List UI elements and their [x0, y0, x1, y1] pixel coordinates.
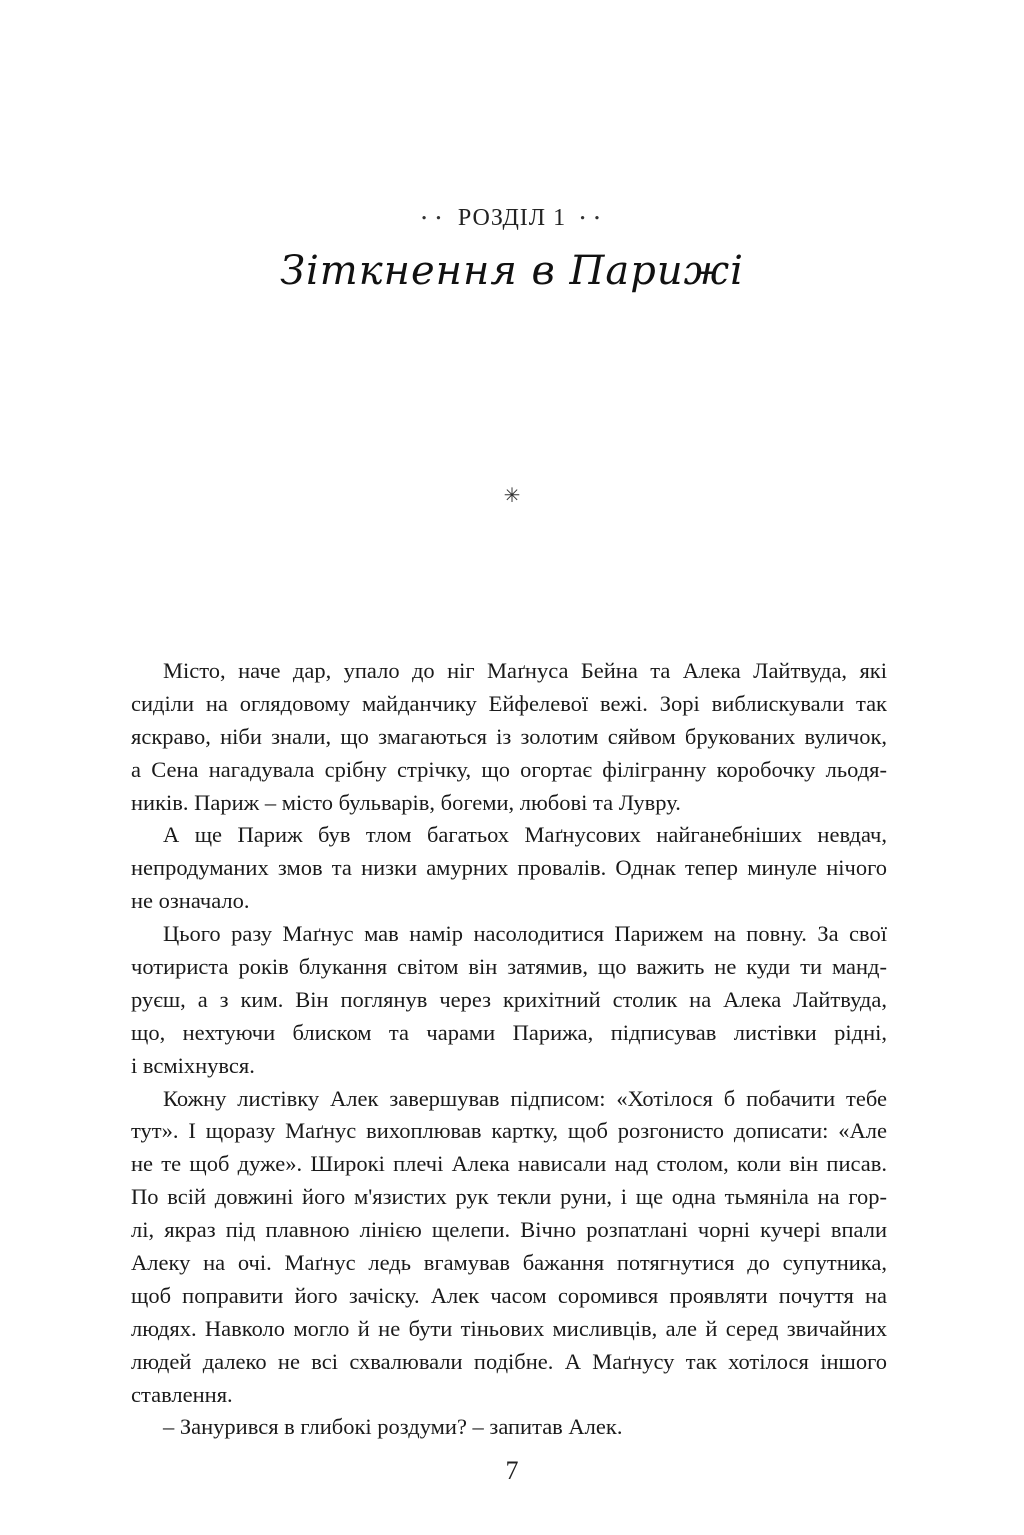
text-line: людей далеко не всі схвалювали подібне. А Маґнусу так хотілося іншого	[131, 1348, 887, 1374]
text-line: А ще Париж був тлом багатьох Маґнусових найганебніших невдач,	[163, 822, 887, 848]
text-line: Місто, наче дар, упало до ніг Маґнуса Бейна та Алека Лайтвуда, які	[163, 658, 887, 683]
paragraph	[131, 1411, 887, 1444]
chapter-number: РОЗДІЛ 1	[457, 205, 567, 231]
text-line: Алеку на очі. Маґнус ледь вгамував бажання потягнутися до супутника,	[131, 1250, 887, 1276]
text-line: Кожну листівку Алек завершував підписом: «Хотілося б побачити тебе	[163, 1085, 887, 1111]
text-line: непродуманих змов та низки амурних провалів. Однак тепер минуле нічого	[131, 855, 887, 881]
paragraph	[131, 1083, 887, 1412]
text-line: лі, якраз під плавною лінією щелепи. Вічно розпатлані чорні кучері впали	[131, 1217, 887, 1243]
text-line: не означало.	[131, 888, 250, 914]
text-line: ників. Париж – місто бульварів, богеми, любові та Лувру.	[131, 789, 681, 815]
text-line: тут». І щоразу Маґнус вихоплював картку, щоб розгонисто дописати: «Але	[131, 1118, 887, 1144]
text-line: По всій довжині його м'язистих рук текли руни, і ще одна тьмяніла на гор-	[131, 1184, 887, 1210]
ornament-right: • •	[580, 211, 603, 227]
ornament-left: • •	[421, 211, 444, 227]
text-line: ставлення.	[131, 1381, 233, 1407]
page-number: 7	[505, 1456, 519, 1485]
text-line: руєш, а з ким. Він поглянув через крихітний столик на Алека Лайтвуда,	[131, 986, 887, 1012]
paragraph	[131, 819, 887, 918]
text-line: – Занурився в глибокі роздуми? – запитав Алек.	[163, 1414, 623, 1440]
chapter-label	[0, 205, 1024, 232]
body-text	[131, 655, 887, 1444]
chapter-title: Зіткнення в Парижі	[280, 248, 744, 294]
text-line: Цього разу Маґнус мав намір насолодитися Парижем на повну. За свої	[163, 921, 887, 947]
text-line: і всміхнувся.	[131, 1052, 255, 1078]
text-line: що, нехтуючи блиском та чарами Парижа, підписував листівки рідні,	[131, 1019, 887, 1045]
paragraph	[131, 655, 887, 819]
text-line: а Сена нагадувала срібну стрічку, що огортає філігранну коробочку льодя-	[131, 756, 887, 782]
paragraph	[131, 918, 887, 1082]
text-line: не те щоб дуже». Широкі плечі Алека нависали над столом, коли він писав.	[131, 1151, 887, 1177]
text-line: яскраво, ніби знали, що змагаються із золотим сяйвом брукованих вуличок,	[131, 723, 887, 749]
text-line: сиділи на оглядовому майданчику Ейфелевої вежі. Зорі виблискували так	[131, 690, 887, 716]
star-ornament-icon: ✳	[503, 483, 521, 507]
text-line: людях. Навколо могло й не бути тіньових мисливців, але й серед звичайних	[131, 1315, 887, 1341]
text-line: чотириста років блукання світом він затямив, що важить не куди ти манд-	[131, 954, 887, 980]
text-line: щоб поправити його зачіску. Алек часом соромився проявляти почуття на	[131, 1282, 887, 1308]
